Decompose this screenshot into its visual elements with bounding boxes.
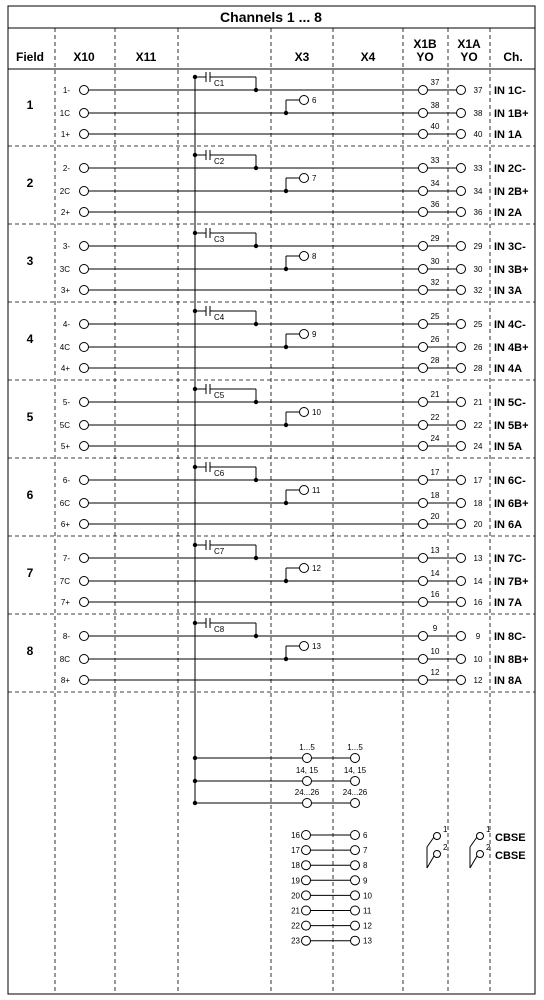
x1b-terminal-circle — [419, 598, 428, 607]
x1b-terminal-circle — [419, 476, 428, 485]
bridge-right-circle — [351, 861, 360, 870]
x1a-terminal-circle — [457, 187, 466, 196]
bridge-left-circle — [302, 921, 311, 930]
column-separators — [55, 28, 490, 994]
x1b-terminal-number: 38 — [430, 101, 440, 110]
x1a-terminal-number: 18 — [473, 499, 483, 508]
x10-terminal-label: 7+ — [60, 598, 70, 607]
x10-terminal-label: 7C — [59, 577, 70, 586]
x10-terminal-circle — [80, 286, 89, 295]
bridge-terminal-row — [291, 891, 372, 901]
cbse-pin-1: 1 — [486, 825, 491, 834]
cbse-contact-wire — [427, 837, 434, 847]
bridge-left-label: 23 — [291, 936, 300, 946]
channel-label: IN 5A — [494, 441, 523, 453]
x1a-terminal-number: 9 — [475, 632, 481, 641]
x1a-terminal-number: 16 — [473, 598, 483, 607]
bus-terminal-group — [193, 743, 364, 763]
bridge-left-label: 16 — [291, 831, 300, 840]
x10-terminal-circle — [80, 265, 89, 274]
x1b-terminal-number: 12 — [430, 668, 440, 677]
x1a-terminal-circle — [457, 398, 466, 407]
x3-bus-terminal-circle — [303, 777, 312, 786]
capacitor-label: C5 — [214, 391, 225, 400]
x1a-terminal-number: 24 — [473, 442, 483, 451]
x3-terminal-number: 12 — [312, 564, 321, 573]
x3-bus-terminal-circle — [303, 799, 312, 808]
field-2 — [8, 150, 535, 224]
x10-terminal-circle — [80, 476, 89, 485]
x1b-terminal-circle — [419, 421, 428, 430]
cbse-contact-circle — [477, 833, 484, 840]
x1a-terminal-circle — [457, 499, 466, 508]
x1b-terminal-circle — [419, 265, 428, 274]
field-8 — [8, 618, 535, 692]
header-x1b: X1B — [413, 37, 437, 51]
bridge-right-circle — [351, 921, 360, 930]
capacitor-label: C4 — [214, 313, 225, 322]
cbse-contact-circle — [434, 851, 441, 858]
bridge-terminal-row — [291, 906, 372, 916]
x3-terminal-circle — [300, 486, 309, 495]
field-5 — [8, 384, 535, 458]
x1a-terminal-number: 30 — [473, 265, 483, 274]
x1b-terminal-number: 37 — [430, 78, 440, 87]
x3-terminal-number: 11 — [312, 486, 321, 495]
x1a-terminal-circle — [457, 320, 466, 329]
x3-terminal-circle — [300, 564, 309, 573]
channel-label: IN 3B+ — [494, 264, 529, 276]
x1b-terminal-circle — [419, 554, 428, 563]
channel-label: IN 7A — [494, 597, 523, 609]
cbse-label: CBSE — [495, 850, 526, 862]
capacitor-label: C8 — [214, 625, 225, 634]
x10-terminal-circle — [80, 655, 89, 664]
x10-terminal-label: 3C — [59, 265, 70, 274]
x10-terminal-circle — [80, 364, 89, 373]
channel-label: IN 4C- — [494, 319, 526, 331]
channel-label: IN 7B+ — [494, 576, 529, 588]
channel-label: IN 6B+ — [494, 498, 529, 510]
x10-terminal-label: 6C — [59, 499, 70, 508]
bus-terminal-group — [193, 788, 368, 808]
channel-label: IN 6C- — [494, 475, 526, 487]
x1a-terminal-number: 37 — [473, 86, 483, 95]
x10-terminal-circle — [80, 320, 89, 329]
field-number: 6 — [26, 488, 34, 502]
fields-layer — [8, 72, 535, 692]
bridge-right-label: 13 — [363, 936, 372, 946]
x1a-terminal-circle — [457, 554, 466, 563]
field-number: 7 — [26, 566, 34, 580]
x1a-terminal-circle — [457, 130, 466, 139]
x1a-terminal-number: 28 — [473, 364, 483, 373]
x3-bus-terminal-circle — [303, 754, 312, 763]
x1a-terminal-circle — [457, 164, 466, 173]
x1b-terminal-number: 10 — [430, 647, 440, 656]
bridge-left-label: 19 — [291, 876, 300, 886]
x1a-terminal-circle — [457, 520, 466, 529]
cbse-contact-circle — [434, 833, 441, 840]
x1b-terminal-number: 16 — [430, 590, 440, 599]
x1b-terminal-circle — [419, 208, 428, 217]
bridge-left-label: 22 — [291, 921, 300, 931]
x1b-terminal-number: 13 — [430, 546, 440, 555]
bridge-right-circle — [351, 936, 360, 945]
x4-bus-terminal-label: 1...5 — [347, 743, 363, 752]
x1a-terminal-number: 32 — [473, 286, 483, 295]
x1b-terminal-number: 20 — [430, 512, 440, 521]
x3-terminal-circle — [300, 642, 309, 651]
x10-terminal-circle — [80, 676, 89, 685]
x10-terminal-label: 6+ — [60, 520, 70, 529]
cbse-pin-2: 2 — [486, 843, 491, 852]
bridge-right-circle — [351, 846, 360, 855]
x1a-terminal-number: 10 — [473, 655, 483, 664]
x1b-terminal-circle — [419, 343, 428, 352]
x10-terminal-label: 2+ — [60, 208, 70, 217]
bridge-terminal-row — [291, 936, 372, 946]
bottom-layer — [193, 743, 526, 946]
bridge-right-circle — [351, 876, 360, 885]
x1b-terminal-circle — [419, 109, 428, 118]
field-7 — [8, 540, 535, 614]
cbse-contact-wire — [427, 856, 434, 868]
x3-bus-terminal-label: 14, 15 — [295, 766, 319, 775]
x1a-terminal-number: 26 — [473, 343, 483, 352]
x1b-terminal-number: 17 — [430, 468, 440, 477]
x1b-terminal-circle — [419, 164, 428, 173]
x1a-terminal-number: 40 — [473, 130, 483, 139]
bridge-right-label: 11 — [363, 906, 372, 916]
x10-terminal-label: 1- — [62, 86, 70, 95]
x10-terminal-label: 4C — [59, 343, 70, 352]
x1a-terminal-number: 13 — [473, 554, 483, 563]
x1a-terminal-number: 38 — [473, 109, 483, 118]
cbse-contact-x1b — [427, 825, 448, 868]
x1a-terminal-circle — [457, 442, 466, 451]
channel-label: IN 8A — [494, 675, 523, 687]
channel-label: IN 2C- — [494, 163, 526, 175]
x4-bus-terminal-circle — [351, 777, 360, 786]
x10-terminal-circle — [80, 520, 89, 529]
x1b-terminal-number: 29 — [430, 234, 440, 243]
x10-terminal-label: 3+ — [60, 286, 70, 295]
x1b-terminal-circle — [419, 286, 428, 295]
x1b-terminal-number: 33 — [430, 156, 440, 165]
channel-label: IN 1B+ — [494, 108, 529, 120]
x10-terminal-label: 5C — [59, 421, 70, 430]
field-number: 1 — [26, 98, 34, 112]
bridge-right-label: 10 — [363, 891, 372, 901]
bridge-left-circle — [302, 906, 311, 915]
x1b-terminal-circle — [419, 242, 428, 251]
bridge-terminal-row — [291, 846, 368, 856]
channel-label: IN 6A — [494, 519, 523, 531]
x3-terminal-number: 8 — [312, 252, 317, 261]
field-6 — [8, 462, 535, 536]
x1b-terminal-circle — [419, 499, 428, 508]
x1b-terminal-circle — [419, 520, 428, 529]
cbse-label: CBSE — [495, 832, 526, 844]
x1a-terminal-number: 21 — [473, 398, 483, 407]
x10-terminal-label: 2C — [59, 187, 70, 196]
x10-terminal-label: 5+ — [60, 442, 70, 451]
x1a-terminal-circle — [457, 242, 466, 251]
x1b-terminal-number: 14 — [430, 569, 440, 578]
x10-terminal-circle — [80, 208, 89, 217]
x1a-terminal-circle — [457, 109, 466, 118]
x3-terminal-circle — [300, 408, 309, 417]
capacitor-label: C3 — [214, 235, 225, 244]
x10-terminal-label: 4+ — [60, 364, 70, 373]
x1a-terminal-number: 33 — [473, 164, 483, 173]
channel-label: IN 1C- — [494, 85, 526, 97]
x1a-terminal-number: 14 — [473, 577, 483, 586]
bus-terminal-group — [193, 766, 367, 786]
x10-terminal-label: 8+ — [60, 676, 70, 685]
bridge-right-label: 8 — [363, 861, 368, 871]
bridge-right-circle — [351, 891, 360, 900]
channel-label: IN 2B+ — [494, 186, 529, 198]
x3-terminal-circle — [300, 174, 309, 183]
x1a-terminal-number: 20 — [473, 520, 483, 529]
x1b-terminal-number: 25 — [430, 312, 440, 321]
x1b-terminal-number: 32 — [430, 278, 440, 287]
x1b-terminal-circle — [419, 86, 428, 95]
x1b-terminal-number: 30 — [430, 257, 440, 266]
field-number: 3 — [26, 254, 34, 268]
x1b-terminal-circle — [419, 676, 428, 685]
x1b-terminal-number: 36 — [430, 200, 440, 209]
x10-terminal-circle — [80, 86, 89, 95]
field-1 — [8, 72, 535, 146]
x1a-terminal-circle — [457, 421, 466, 430]
header-ch: Ch. — [503, 50, 523, 64]
x10-terminal-circle — [80, 421, 89, 430]
bridge-right-label: 7 — [363, 846, 368, 856]
x1a-terminal-number: 12 — [473, 676, 483, 685]
x1a-terminal-circle — [457, 598, 466, 607]
x10-terminal-circle — [80, 632, 89, 641]
bridge-right-label: 9 — [363, 876, 368, 886]
bridge-left-circle — [302, 876, 311, 885]
bridge-terminal-row — [291, 861, 368, 871]
x1a-terminal-circle — [457, 343, 466, 352]
x1a-terminal-circle — [457, 86, 466, 95]
x10-terminal-circle — [80, 554, 89, 563]
x1a-terminal-circle — [457, 676, 466, 685]
x10-terminal-label: 7- — [62, 554, 70, 563]
cbse-contact-wire — [470, 837, 477, 847]
bridge-terminal-row — [291, 876, 368, 886]
x1b-terminal-circle — [419, 364, 428, 373]
x4-bus-terminal-label: 24...26 — [342, 788, 368, 797]
cbse-contact-wire — [470, 856, 477, 868]
x10-terminal-circle — [80, 109, 89, 118]
x4-bus-terminal-circle — [351, 799, 360, 808]
x3-terminal-number: 10 — [312, 408, 321, 417]
bridge-right-label: 12 — [363, 921, 372, 931]
x1a-terminal-circle — [457, 577, 466, 586]
x1b-terminal-number: 24 — [430, 434, 440, 443]
channel-label: IN 4B+ — [494, 342, 529, 354]
bridge-right-circle — [351, 831, 360, 840]
x10-terminal-circle — [80, 343, 89, 352]
cbse-pin-1: 1 — [443, 825, 448, 834]
x1a-terminal-circle — [457, 208, 466, 217]
x1b-terminal-number: 28 — [430, 356, 440, 365]
channel-label: IN 5C- — [494, 397, 526, 409]
x1a-terminal-circle — [457, 364, 466, 373]
channel-label: IN 7C- — [494, 553, 526, 565]
bridge-left-label: 20 — [291, 891, 300, 901]
channel-label: IN 4A — [494, 363, 523, 375]
x1b-terminal-number: 26 — [430, 335, 440, 344]
x10-terminal-circle — [80, 242, 89, 251]
x1b-terminal-circle — [419, 632, 428, 641]
header-x1b-yo: YO — [416, 50, 434, 64]
x3-terminal-number: 9 — [312, 330, 317, 339]
header-x10: X10 — [73, 50, 95, 64]
x10-terminal-label: 4- — [62, 320, 70, 329]
header-x1a-yo: YO — [460, 50, 478, 64]
x3-bus-terminal-label: 1...5 — [299, 743, 315, 752]
x3-terminal-number: 6 — [312, 96, 317, 105]
x1b-terminal-number: 22 — [430, 413, 440, 422]
x1b-terminal-number: 18 — [430, 491, 440, 500]
x1a-terminal-circle — [457, 286, 466, 295]
x10-terminal-circle — [80, 598, 89, 607]
x1b-terminal-number: 9 — [432, 624, 438, 633]
x3-terminal-number: 7 — [312, 174, 317, 183]
bridge-left-circle — [302, 861, 311, 870]
channel-label: IN 1A — [494, 129, 523, 141]
bridge-left-label: 17 — [291, 846, 300, 856]
field-number: 5 — [26, 410, 34, 424]
x10-terminal-circle — [80, 577, 89, 586]
cbse-contact-circle — [477, 851, 484, 858]
channel-label: IN 8B+ — [494, 654, 529, 666]
x10-terminal-circle — [80, 398, 89, 407]
x10-terminal-circle — [80, 164, 89, 173]
cbse-pin-2: 2 — [443, 843, 448, 852]
x1a-terminal-circle — [457, 655, 466, 664]
x1a-terminal-number: 36 — [473, 208, 483, 217]
x1b-terminal-circle — [419, 130, 428, 139]
x1b-terminal-circle — [419, 442, 428, 451]
x10-terminal-label: 8- — [62, 632, 70, 641]
channel-label: IN 5B+ — [494, 420, 529, 432]
x4-bus-terminal-label: 14, 15 — [343, 766, 367, 775]
x10-terminal-label: 1C — [59, 109, 70, 118]
x10-terminal-circle — [80, 130, 89, 139]
bridge-left-circle — [302, 846, 311, 855]
capacitor-label: C1 — [214, 79, 225, 88]
x1b-terminal-number: 21 — [430, 390, 440, 399]
x1a-terminal-circle — [457, 632, 466, 641]
header-x11: X11 — [135, 50, 157, 64]
bridge-left-circle — [302, 936, 311, 945]
cbse-contact-x1a — [470, 825, 491, 868]
field-number: 4 — [26, 332, 34, 346]
x3-bus-terminal-label: 24...26 — [294, 788, 320, 797]
x1a-terminal-number: 22 — [473, 421, 483, 430]
x3-terminal-number: 13 — [312, 642, 321, 651]
field-number: 8 — [26, 644, 34, 658]
x1a-terminal-number: 17 — [473, 476, 483, 485]
bridge-right-label: 6 — [363, 831, 368, 840]
x1a-terminal-circle — [457, 476, 466, 485]
header-x4: X4 — [360, 50, 376, 64]
x10-terminal-circle — [80, 499, 89, 508]
header-x3: X3 — [294, 50, 310, 64]
bridge-left-circle — [302, 831, 311, 840]
x1a-terminal-number: 34 — [473, 187, 483, 196]
x10-terminal-label: 6- — [62, 476, 70, 485]
x1b-terminal-number: 40 — [430, 122, 440, 131]
channel-label: IN 2A — [494, 207, 523, 219]
header-x1a: X1A — [457, 37, 481, 51]
diagram-title: Channels 1 ... 8 — [220, 9, 322, 25]
bridge-left-label: 18 — [291, 861, 300, 871]
field-3 — [8, 228, 535, 302]
x1a-terminal-number: 25 — [473, 320, 483, 329]
x1b-terminal-circle — [419, 187, 428, 196]
channel-label: IN 8C- — [494, 631, 526, 643]
x3-terminal-circle — [300, 96, 309, 105]
x10-terminal-circle — [80, 187, 89, 196]
x1b-terminal-circle — [419, 320, 428, 329]
bridge-terminal-row — [291, 831, 368, 841]
x10-terminal-label: 8C — [59, 655, 70, 664]
x1b-terminal-number: 34 — [430, 179, 440, 188]
capacitor-label: C7 — [214, 547, 225, 556]
x10-terminal-label: 2- — [62, 164, 70, 173]
x4-bus-terminal-circle — [351, 754, 360, 763]
header-field: Field — [15, 50, 45, 64]
x3-terminal-circle — [300, 252, 309, 261]
bridge-terminal-row — [291, 921, 372, 931]
capacitor-label: C6 — [214, 469, 225, 478]
x10-terminal-label: 3- — [62, 242, 70, 251]
capacitor-label: C2 — [214, 157, 225, 166]
channel-label: IN 3C- — [494, 241, 526, 253]
field-4 — [8, 306, 535, 380]
x1a-terminal-number: 29 — [473, 242, 483, 251]
field-number: 2 — [26, 176, 34, 190]
x10-terminal-label: 5- — [62, 398, 70, 407]
x10-terminal-label: 1+ — [60, 130, 70, 139]
channel-label: IN 3A — [494, 285, 523, 297]
x3-terminal-circle — [300, 330, 309, 339]
x1b-terminal-circle — [419, 398, 428, 407]
bridge-left-circle — [302, 891, 311, 900]
x1b-terminal-circle — [419, 655, 428, 664]
x1b-terminal-circle — [419, 577, 428, 586]
bridge-left-label: 21 — [291, 906, 300, 916]
x1a-terminal-circle — [457, 265, 466, 274]
bridge-right-circle — [351, 906, 360, 915]
x10-terminal-circle — [80, 442, 89, 451]
